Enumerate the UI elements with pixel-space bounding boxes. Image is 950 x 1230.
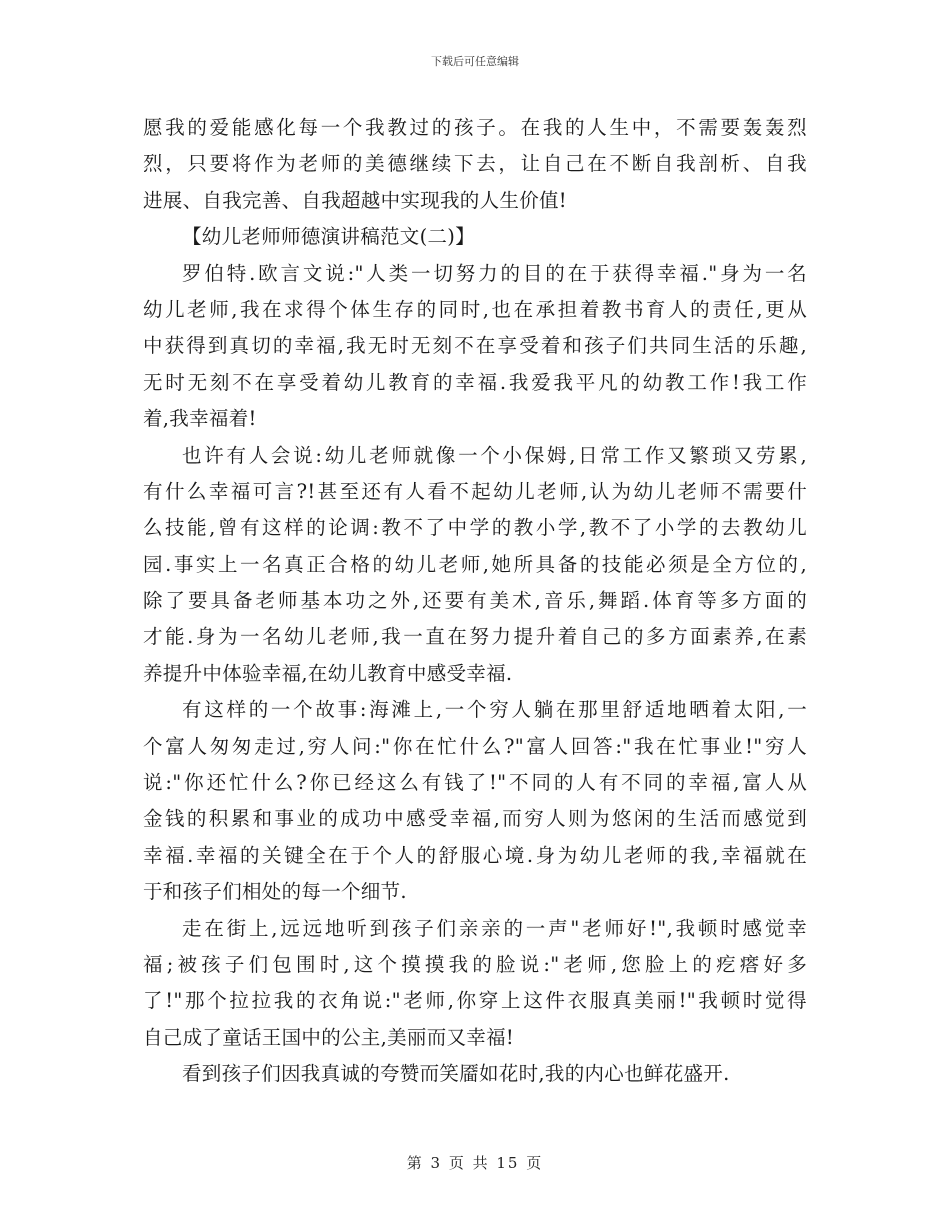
text-line: 除了要具备老师基本功之外,还要有美术,音乐,舞蹈.体育等多方面的 — [143, 589, 807, 613]
text-line: 看到孩子们因我真诚的夸赞而笑靥如花时,我的内心也鲜花盛开. — [182, 1062, 730, 1086]
text-line: 养提升中体验幸福,在幼儿教育中感受幸福. — [143, 661, 513, 685]
text-line: 福;被孩子们包围时,这个摸摸我的脸说:"老师,您脸上的疙瘩好多 — [143, 952, 807, 976]
text-line: 愿我的爱能感化每一个我教过的孩子。在我的人生中，不需要轰轰烈 — [143, 116, 807, 139]
text-line: 么技能,曾有这样的论调:教不了中学的教小学,教不了小学的去教幼儿 — [143, 516, 807, 540]
text-line: 幸福.幸福的关键全在于个人的舒服心境.身为幼儿老师的我,幸福就在 — [143, 843, 807, 867]
text-line: 个富人匆匆走过,穷人问:"你在忙什么?"富人回答:"我在忙事业!"穷人 — [143, 734, 807, 758]
text-line: 进展、自我完善、自我超越中实现我的人生价值! — [143, 188, 567, 212]
text-line: 罗伯特.欧言文说:"人类一切努力的目的在于获得幸福."身为一名 — [182, 261, 807, 285]
document-body — [143, 110, 807, 1093]
text-line: 说:"你还忙什么?你已经这么有钱了!"不同的人有不同的幸福,富人从 — [143, 771, 807, 795]
text-line: 【幼儿老师师德演讲稿范文(二)】 — [182, 225, 476, 249]
text-line: 于和孩子们相处的每一个细节. — [143, 880, 407, 904]
text-line: 了!"那个拉拉我的衣角说:"老师,你穿上这件衣服真美丽!"我顿时觉得 — [143, 989, 807, 1013]
text-line: 有这样的一个故事:海滩上,一个穷人躺在那里舒适地晒着太阳,一 — [182, 698, 807, 722]
text-line: 中获得到真切的幸福,我无时无刻不在享受着和孩子们共同生活的乐趣, — [143, 334, 807, 358]
text-line: 烈，只要将作为老师的美德继续下去，让自己在不断自我剖析、自我 — [143, 152, 807, 176]
text-line: 也许有人会说:幼儿老师就像一个小保姆,日常工作又繁琐又劳累, — [182, 443, 807, 467]
text-line: 金钱的积累和事业的成功中感受幸福,而穷人则为悠闲的生活而感觉到 — [143, 807, 807, 831]
text-line: 着,我幸福着! — [143, 407, 257, 431]
text-line: 才能.身为一名幼儿老师,我一直在努力提升着自己的多方面素养,在素 — [143, 625, 807, 649]
page-footer: 第 3 页 共 15 页 — [406, 1154, 544, 1172]
text-line: 走在街上,远远地听到孩子们亲亲的一声"老师好!",我顿时感觉幸 — [182, 916, 807, 940]
text-line: 园.事实上一名真正合格的幼儿老师,她所具备的技能必须是全方位的, — [143, 552, 807, 576]
text-line: 有什么幸福可言?!甚至还有人看不起幼儿老师,认为幼儿老师不需要什 — [143, 479, 807, 503]
page-header: 下载后可任意编辑 — [431, 55, 519, 68]
text-line: 无时无刻不在享受着幼儿教育的幸福.我爱我平凡的幼教工作!我工作 — [143, 370, 807, 394]
text-line: 幼儿老师,我在求得个体生存的同时,也在承担着教书育人的责任,更从 — [143, 297, 807, 321]
text-line: 自己成了童话王国中的公主,美丽而又幸福! — [143, 1025, 515, 1049]
